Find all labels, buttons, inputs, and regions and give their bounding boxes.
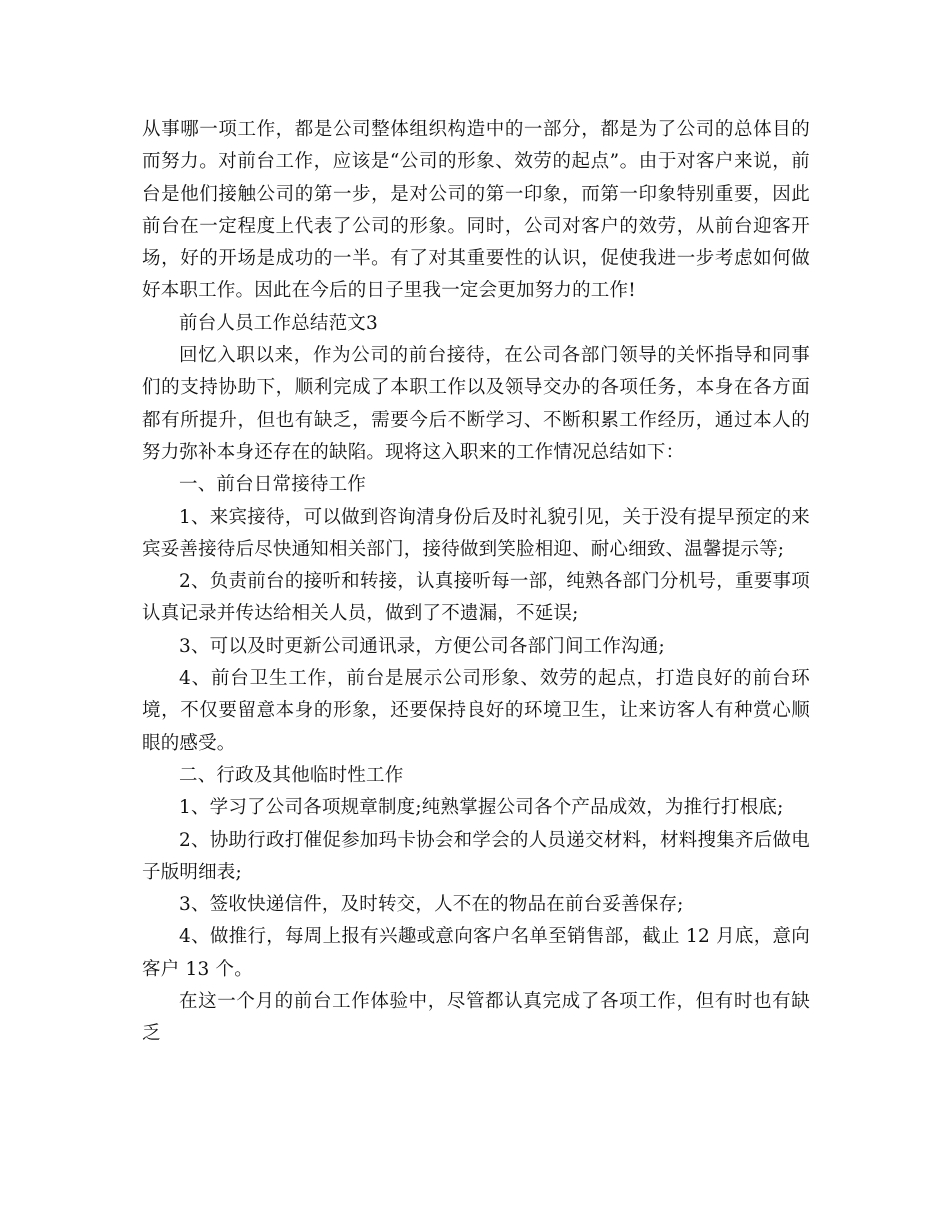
body-paragraph: 回忆入职以来，作为公司的前台接待，在公司各部门领导的关怀指导和同事们的支持协助下，顺利完成了本职工作以及领导交办的各项任务，本身在各方面都有所提升，但也有缺乏，需要今后不断学习、不断积累工作经历，通过本人的努力弥补本身还存在的缺陷。现将这入职来的工作情况总结如下： <box>142 345 810 463</box>
list-item: 1、学习了公司各项规章制度;纯熟掌握公司各个产品成效，为推行打根底; <box>179 797 784 819</box>
list-item: 2、协助行政打催促参加玛卡协会和学会的人员递交材料，材料搜集齐后做电子版明细表; <box>142 829 810 883</box>
list-item: 1、来宾接待，可以做到咨询清身份后及时礼貌引见，关于没有提早预定的来宾妥善接待后尽快通知相关部门，接待做到笑脸相迎、耐心细致、温馨提示等; <box>142 506 810 560</box>
list-item: 3、可以及时更新公司通讯录，方便公司各部门间工作沟通; <box>179 635 665 657</box>
list-item: 4、做推行，每周上报有兴趣或意向客户名单至销售部，截止 12 月底，意向客户 13 个。 <box>142 926 810 980</box>
section-heading: 二、行政及其他临时性工作 <box>179 764 404 786</box>
list-item: 4、前台卫生工作，前台是展示公司形象、效劳的起点，打造良好的前台环境，不仅要留意本身的形象，还要保持良好的环境卫生，让来访客人有种赏心顺眼的感受。 <box>142 668 810 754</box>
list-item: 3、签收快递信件，及时转交，人不在的物品在前台妥善保存; <box>179 894 684 916</box>
body-paragraph: 在这一个月的前台工作体验中，尽管都认真完成了各项工作，但有时也有缺乏 <box>142 991 810 1045</box>
body-paragraph: 从事哪一项工作，都是公司整体组织构造中的一部分，都是为了公司的总体目的而努力。对前台工作，应该是“公司的形象、效劳的起点”。由于对客户来说，前台是他们接触公司的第一步，是对公司的第一印象，而第一印象特别重要，因此前台在一定程度上代表了公司的形象。同时，公司对客户的效劳，从前台迎客开场，好的开场是成功的一半。有了对其重要性的认识，促使我进一步考虑如何做好本职工作。因此在今后的日子里我一定会更加努力的工作! <box>142 119 810 302</box>
section-title: 前台人员工作总结范文3 <box>179 312 378 334</box>
section-heading: 一、前台日常接待工作 <box>179 474 367 496</box>
list-item: 2、负责前台的接听和转接，认真接听每一部，纯熟各部门分机号，重要事项认真记录并传达给相关人员，做到了不遗漏，不延误; <box>142 571 810 625</box>
document-page <box>142 114 810 1051</box>
